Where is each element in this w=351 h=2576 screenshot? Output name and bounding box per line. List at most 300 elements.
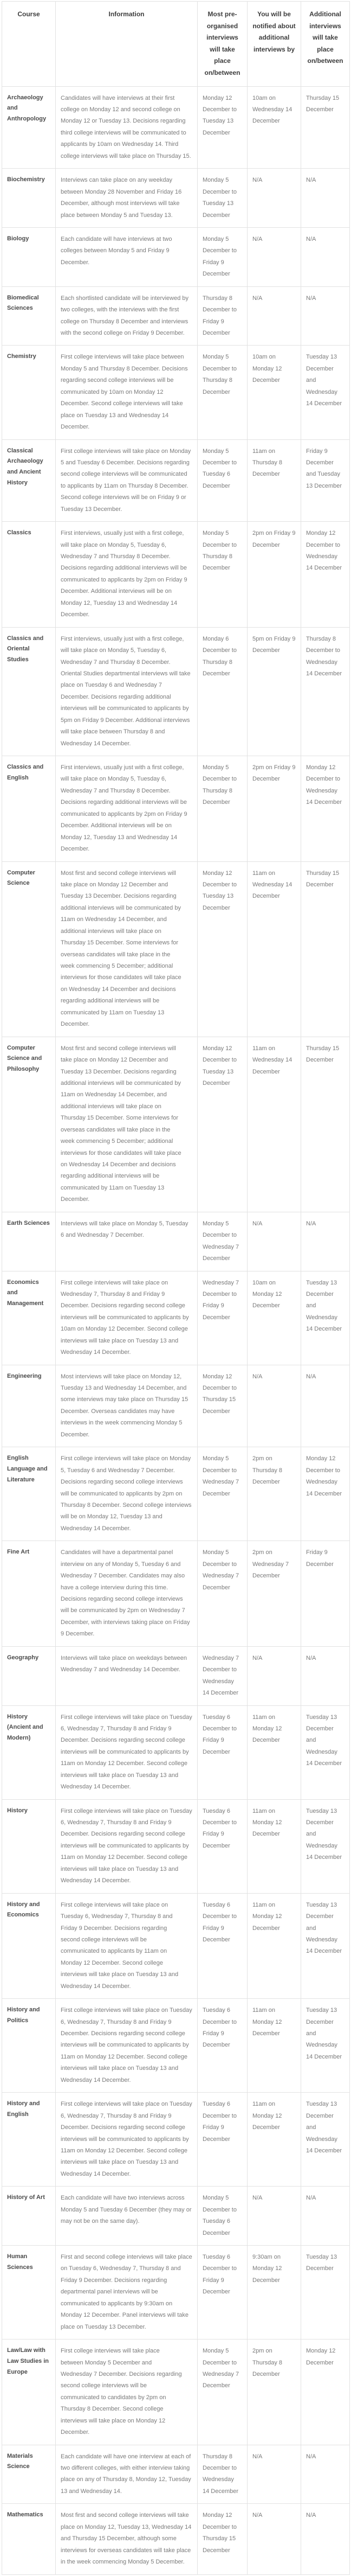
course-cell — [2, 1646, 56, 1705]
main-dates-cell — [198, 1893, 248, 1999]
additional-dates-cell — [301, 346, 350, 439]
additional-dates-cell — [301, 439, 350, 522]
main-dates-cell — [198, 1999, 248, 2093]
info-cell — [56, 439, 198, 522]
course-cell-text: Materials Science — [7, 2452, 33, 2470]
table-header-cell: You will be notified about additional interviews by — [248, 2, 301, 87]
info-cell-text: First college interviews will take place on Tuesday 6, Wednesday 7, Thursday 8 and Friday 9 December. Decisions regarding second college interviews will be communicated to applicants by 11am on Monday 12 December. Second college interviews will take place on Tuesday 13 and Wednesday 14 December. — [61, 1807, 192, 1884]
course-cell-text: English Language and Literature — [7, 1455, 48, 1483]
additional-dates-cell — [301, 1271, 350, 1365]
main-dates-cell-text: Wednesday 7 December to Wednesday 14 December — [203, 1654, 239, 1697]
additional-dates-cell — [301, 1705, 350, 1799]
info-cell — [56, 1541, 198, 1647]
course-cell — [2, 2445, 56, 2504]
info-cell-text: First college interviews will take place between Monday 5 December and Wednesday 7 December. Decisions regarding second college interviews will be communicated to candidates by 2pm on Thursday 8 December. Second college interviews will take place on Monday 12 December. — [61, 2348, 182, 2436]
additional-dates-cell — [301, 227, 350, 286]
additional-dates-cell-text: Monday 12 December to Wednesday 14 December — [306, 1455, 342, 1497]
main-dates-cell-text: Monday 5 December to Tuesday 6 December — [203, 448, 237, 489]
course-cell-text: History and Politics — [7, 2006, 40, 2024]
table-row — [2, 1893, 350, 1999]
additional-dates-cell-text: N/A — [306, 1220, 316, 1227]
course-cell — [2, 2093, 56, 2187]
info-cell-text: First college interviews will take place on Monday 5, Tuesday 6 and Wednesday 7 December. Decisions regarding second college interviews will be communicated to applicants by 2pm on Thursday 8 December. Second college interviews will be on Monday 12, Tuesday 13 and Wednesday 14 December. — [61, 1455, 192, 1532]
main-dates-cell — [198, 756, 248, 862]
info-cell — [56, 2093, 198, 2187]
course-cell-text: Biology — [7, 235, 29, 242]
additional-dates-cell-text: N/A — [306, 2512, 316, 2519]
main-dates-cell — [198, 1799, 248, 1893]
course-cell — [2, 627, 56, 756]
course-cell-text: Classical Archaeology and Ancient History — [7, 447, 43, 486]
course-cell-text: Chemistry — [7, 353, 36, 360]
notified-by-cell — [248, 1037, 301, 1212]
notified-by-cell-text: 11am on Monday 12 December — [252, 1714, 282, 1744]
info-cell-text: Each candidate will have one interview at each of two different colleges, with either interview taking place on any of Thursday 8, Monday 12, Tuesday 13 and Wednesday 14. — [61, 2453, 191, 2495]
notified-by-cell-text: 2pm on Friday 9 December — [252, 764, 296, 783]
info-cell — [56, 346, 198, 439]
main-dates-cell-text: Tuesday 6 December to Friday 9 December — [203, 2101, 237, 2143]
additional-dates-cell — [301, 1365, 350, 1447]
course-cell-text: Law/Law with Law Studies in Europe — [7, 2347, 49, 2375]
notified-by-cell — [248, 2445, 301, 2504]
table-row — [2, 2340, 350, 2445]
additional-dates-cell-text: Thursday 15 December — [306, 870, 340, 888]
additional-dates-cell-text: Monday 12 December — [306, 2348, 336, 2366]
info-cell-text: Candidates will have a departmental panel interview on any of Monday 5, Tuesday 6 and Wednesday 7 December. Candidates may also have a college interview during this time. Decisions regarding second college interviews will be communicated by 2pm on Wednesday 7 December, with interviews taking place on Friday 9 December. — [61, 1549, 190, 1638]
notified-by-cell-text: 11am on Monday 12 December — [252, 1901, 282, 1932]
info-cell-text: Most first and second college interviews will take place on Monday 12 December and Tuesday 13 December. Decisions regarding additional interviews will be communicated by 11am on Wednesday 14 December, and additional interviews will take place on Thursday 15 December. Some interviews for overseas candidates will take place in the week commencing 5 December; additional interviews for those candidates will take place on Wednesday 14 December and decisions regarding additional interviews will be communicated by 11am on Tuesday 13 December. — [61, 1045, 181, 1203]
notified-by-cell-text: 9:30am on Monday 12 December — [252, 2254, 282, 2284]
notified-by-cell — [248, 1705, 301, 1799]
notified-by-cell — [248, 1365, 301, 1447]
main-dates-cell — [198, 1541, 248, 1647]
course-cell-text: History and English — [7, 2100, 40, 2118]
course-cell — [2, 1365, 56, 1447]
notified-by-cell-text: N/A — [252, 2453, 263, 2460]
course-cell-text: Computer Science — [7, 869, 35, 887]
info-cell-text: Interviews can take place on any weekday between Monday 28 November and Friday 16 December, although most interviews will take place between Monday 5 and Tuesday 13. — [61, 177, 182, 219]
course-cell — [2, 1447, 56, 1541]
main-dates-cell — [198, 2093, 248, 2187]
table-header-row — [2, 2, 350, 87]
additional-dates-cell-text: Tuesday 13 December and Wednesday 14 December — [306, 1807, 342, 1861]
main-dates-cell-text: Monday 12 December to Tuesday 13 December — [203, 870, 237, 911]
notified-by-cell — [248, 2246, 301, 2340]
main-dates-cell-text: Monday 5 December to Wednesday 7 December — [203, 2348, 239, 2389]
course-cell — [2, 861, 56, 1037]
additional-dates-cell — [301, 2093, 350, 2187]
info-cell — [56, 2504, 198, 2574]
info-cell-text: Most first and second college interviews will take place on Monday 12 December and Tuesday 13 December. Decisions regarding additional interviews will be communicated by 11am on Wednesday 14 December, and additional interviews will take place on Thursday 15 December. Some interviews for overseas candidates will take place in the week commencing 5 December; additional interviews for those candidates will take place on Wednesday 14 December and decisions regarding additional interviews will be communicated by 11am on Tuesday 13 December. — [61, 870, 181, 1028]
info-cell — [56, 1646, 198, 1705]
notified-by-cell-text: 10am on Monday 12 December — [252, 1279, 282, 1309]
course-cell — [2, 1212, 56, 1271]
course-cell-text: Biochemistry — [7, 176, 45, 183]
notified-by-cell-text: 11am on Thursday 8 December — [252, 448, 283, 478]
info-cell-text: First interviews, usually just with a first college, will take place on Monday 5, Tuesday 6, Wednesday 7 and Thursday 8 December. Decisions regarding additional interviews will be communicated to applicants by 2pm on Friday 9 December. Additional interviews will be on Monday 12, Tuesday 13 and Wednesday 14 December. — [61, 530, 187, 618]
additional-dates-cell-text: Thursday 15 December — [306, 1045, 340, 1064]
additional-dates-cell-text: Friday 9 December — [306, 1549, 334, 1568]
main-dates-cell-text: Monday 5 December to Tuesday 6 December — [203, 2195, 237, 2236]
main-dates-cell-text: Thursday 8 December to Wednesday 14 December — [203, 2453, 239, 2495]
main-dates-cell — [198, 2246, 248, 2340]
main-dates-cell — [198, 86, 248, 169]
course-cell-text: Human Sciences — [7, 2253, 33, 2271]
table-header — [2, 2, 350, 87]
info-cell — [56, 1271, 198, 1365]
course-cell — [2, 756, 56, 862]
course-cell-text: Archaeology and Anthropology — [7, 94, 47, 123]
course-cell — [2, 86, 56, 169]
notified-by-cell-text: 11am on Monday 12 December — [252, 2101, 282, 2131]
info-cell — [56, 1365, 198, 1447]
course-cell-text: Classics and Oriental Studies — [7, 635, 44, 663]
course-cell-text: Biomedical Sciences — [7, 294, 39, 312]
main-dates-cell — [198, 2504, 248, 2574]
additional-dates-cell — [301, 627, 350, 756]
notified-by-cell-text: 2pm on Wednesday 7 December — [252, 1549, 289, 1580]
table-row — [2, 1799, 350, 1893]
course-cell — [2, 346, 56, 439]
notified-by-cell-text: N/A — [252, 2512, 263, 2519]
main-dates-cell — [198, 1447, 248, 1541]
main-dates-cell — [198, 169, 248, 228]
notified-by-cell — [248, 1893, 301, 1999]
additional-dates-cell-text: N/A — [306, 235, 316, 242]
table-header-cell: Information — [56, 2, 198, 87]
additional-dates-cell-text: Tuesday 13 December and Wednesday 14 December — [306, 2101, 342, 2154]
additional-dates-cell — [301, 861, 350, 1037]
info-cell — [56, 2187, 198, 2246]
notified-by-cell — [248, 1447, 301, 1541]
notified-by-cell-text: 10am on Monday 12 December — [252, 354, 282, 384]
table-header-cell: Course — [2, 2, 56, 87]
course-cell — [2, 1999, 56, 2093]
table-row — [2, 2445, 350, 2504]
info-cell — [56, 1999, 198, 2093]
table-row — [2, 227, 350, 286]
info-cell-text: Each shortlisted candidate will be interviewed by two colleges, with the interviews with the first college on Thursday 8 December and interviews with the second college on Friday 9 December. — [61, 295, 189, 336]
notified-by-cell-text: 2pm on Thursday 8 December — [252, 2348, 283, 2377]
info-cell-text: First interviews, usually just with a first college, will take place on Monday 5, Tuesday 6, Wednesday 7 and Thursday 8 December. Decisions regarding additional interviews will be communicated to applicants by 2pm on Friday 9 December. Additional interviews will be on Monday 12, Tuesday 13 and Wednesday 14 December. — [61, 764, 187, 853]
additional-dates-cell-text: N/A — [306, 2195, 316, 2202]
notified-by-cell-text: 11am on Wednesday 14 December — [252, 870, 292, 900]
course-cell — [2, 1037, 56, 1212]
info-cell — [56, 1893, 198, 1999]
notified-by-cell — [248, 1271, 301, 1365]
main-dates-cell-text: Thursday 8 December to Friday 9 December — [203, 295, 237, 336]
notified-by-cell — [248, 522, 301, 628]
course-cell — [2, 1893, 56, 1999]
additional-dates-cell-text: Thursday 15 December — [306, 94, 340, 113]
course-cell-text: Engineering — [7, 1372, 42, 1379]
additional-dates-cell-text: Tuesday 13 December and Wednesday 14 December — [306, 2007, 342, 2060]
notified-by-cell-text: N/A — [252, 1373, 263, 1380]
course-cell-text: Classics — [7, 529, 31, 536]
notified-by-cell — [248, 1212, 301, 1271]
info-cell-text: First college interviews will take place on Tuesday 6, Wednesday 7, Thursday 8 and Friday 9 December. Decisions regarding second college interviews will be communicated to applicants by 11am on Monday 12 December. Second college interviews will take place on Tuesday 13 and Wednesday 14 December. — [61, 2007, 192, 2083]
table-row — [2, 1646, 350, 1705]
additional-dates-cell — [301, 1893, 350, 1999]
table-row — [2, 1271, 350, 1365]
notified-by-cell-text: N/A — [252, 1220, 263, 1227]
course-cell-text: History and Economics — [7, 1901, 40, 1919]
additional-dates-cell — [301, 2246, 350, 2340]
main-dates-cell — [198, 286, 248, 346]
main-dates-cell — [198, 2187, 248, 2246]
main-dates-cell-text: Wednesday 7 December to Friday 9 December — [203, 1279, 239, 1321]
main-dates-cell — [198, 2445, 248, 2504]
info-cell — [56, 627, 198, 756]
additional-dates-cell-text: Friday 9 December and Tuesday 13 December — [306, 448, 342, 489]
main-dates-cell — [198, 1271, 248, 1365]
course-cell — [2, 286, 56, 346]
notified-by-cell — [248, 286, 301, 346]
course-cell-text: History (Ancient and Modern) — [7, 1713, 43, 1742]
info-cell — [56, 861, 198, 1037]
table-row — [2, 1212, 350, 1271]
course-cell — [2, 2340, 56, 2445]
info-cell — [56, 286, 198, 346]
table-row — [2, 1541, 350, 1647]
notified-by-cell-text: N/A — [252, 295, 263, 302]
table-row — [2, 2093, 350, 2187]
course-cell-text: Mathematics — [7, 2511, 43, 2519]
main-dates-cell — [198, 1646, 248, 1705]
interview-table — [2, 1, 350, 2575]
additional-dates-cell-text: Monday 12 December to Wednesday 14 December — [306, 764, 342, 806]
additional-dates-cell — [301, 86, 350, 169]
course-cell — [2, 2504, 56, 2574]
info-cell-text: First interviews, usually just with a first college, will take place on Monday 5, Tuesday 6, Wednesday 7 and Thursday 8 December. Oriental Studies departmental interviews will take place on Tuesday 6 and Wednesday 7 December. Decisions regarding additional interviews will be communicated to applicants by 5pm on Friday 9 December. Additional interviews will take place between Thursday 8 and Wednesday 14 December. — [61, 635, 191, 747]
additional-dates-cell — [301, 1447, 350, 1541]
table-row — [2, 2187, 350, 2246]
info-cell-text: Most first and second college interviews will take place on Monday 12, Tuesday 13, Wednesday 14 and Thursday 15 December, although some interviews for overseas candidates will take place in the week commencing Monday 5 December. — [61, 2512, 192, 2566]
additional-dates-cell-text: Monday 12 December to Wednesday 14 December — [306, 530, 342, 572]
additional-dates-cell — [301, 1541, 350, 1647]
notified-by-cell — [248, 169, 301, 228]
additional-dates-cell — [301, 2187, 350, 2246]
additional-dates-cell-text: Tuesday 13 December and Wednesday 14 December — [306, 1901, 342, 1955]
table-row — [2, 439, 350, 522]
course-cell — [2, 169, 56, 228]
main-dates-cell — [198, 1365, 248, 1447]
notified-by-cell-text: 2pm on Friday 9 December — [252, 530, 296, 548]
main-dates-cell — [198, 439, 248, 522]
info-cell — [56, 227, 198, 286]
notified-by-cell — [248, 756, 301, 862]
notified-by-cell — [248, 2340, 301, 2445]
main-dates-cell-text: Monday 12 December to Tuesday 13 December — [203, 94, 237, 136]
additional-dates-cell-text: Thursday 8 December to Wednesday 14 December — [306, 635, 342, 677]
additional-dates-cell-text: N/A — [306, 1654, 316, 1661]
info-cell-text: Each candidate will have interviews at two colleges between Monday 5 and Friday 9 December. — [61, 235, 172, 266]
main-dates-cell-text: Tuesday 6 December to Friday 9 December — [203, 2007, 237, 2049]
info-cell-text: First college interviews will take place on Tuesday 6, Wednesday 7, Thursday 8 and Friday 9 December. Decisions regarding second college interviews will be communicated to applicants by 11am on Monday 12 December. Second college interviews will take place on Tuesday 13 and Wednesday 14 December. — [61, 1714, 192, 1791]
notified-by-cell — [248, 227, 301, 286]
notified-by-cell-text: 5pm on Friday 9 December — [252, 635, 296, 654]
additional-dates-cell — [301, 1212, 350, 1271]
course-cell-text: History — [7, 1807, 28, 1814]
notified-by-cell-text: 11am on Monday 12 December — [252, 2007, 282, 2037]
notified-by-cell-text: 11am on Wednesday 14 December — [252, 1045, 292, 1075]
info-cell — [56, 1212, 198, 1271]
notified-by-cell-text: 2pm on Thursday 8 December — [252, 1455, 283, 1486]
main-dates-cell-text: Monday 5 December to Wednesday 7 December — [203, 1455, 239, 1497]
notified-by-cell — [248, 1541, 301, 1647]
notified-by-cell-text: 10am on Wednesday 14 December — [252, 94, 292, 125]
info-cell — [56, 2340, 198, 2445]
info-cell-text: First college interviews will take place on Monday 5 and Tuesday 6 December. Decisions regarding second college interviews will be communicated to applicants by 11am on Thursday 8 December. Second college interviews will be on Friday 9 or Tuesday 13 December. — [61, 448, 191, 513]
table-row — [2, 1365, 350, 1447]
info-cell — [56, 1799, 198, 1893]
table-row — [2, 169, 350, 228]
info-cell — [56, 169, 198, 228]
notified-by-cell-text: N/A — [252, 235, 263, 242]
table-row — [2, 861, 350, 1037]
main-dates-cell-text: Monday 12 December to Tuesday 13 December — [203, 1045, 237, 1086]
additional-dates-cell — [301, 2445, 350, 2504]
main-dates-cell — [198, 1212, 248, 1271]
additional-dates-cell-text: Tuesday 13 December — [306, 2254, 337, 2272]
main-dates-cell — [198, 627, 248, 756]
additional-dates-cell-text: Tuesday 13 December and Wednesday 14 December — [306, 1714, 342, 1767]
course-cell-text: Geography — [7, 1654, 39, 1661]
table-row — [2, 756, 350, 862]
course-cell-text: History of Art — [7, 2194, 45, 2201]
notified-by-cell — [248, 346, 301, 439]
course-cell-text: Computer Science and Philosophy — [7, 1044, 42, 1073]
main-dates-cell-text: Monday 5 December to Thursday 8 December — [203, 764, 237, 806]
additional-dates-cell-text: N/A — [306, 1373, 316, 1380]
additional-dates-cell — [301, 1799, 350, 1893]
course-cell-text: Economics and Management — [7, 1279, 44, 1307]
additional-dates-cell-text: N/A — [306, 2453, 316, 2460]
additional-dates-cell-text: N/A — [306, 177, 316, 184]
course-cell — [2, 1705, 56, 1799]
info-cell — [56, 2445, 198, 2504]
notified-by-cell — [248, 1646, 301, 1705]
notified-by-cell — [248, 439, 301, 522]
main-dates-cell — [198, 522, 248, 628]
main-dates-cell — [198, 861, 248, 1037]
table-row — [2, 1705, 350, 1799]
notified-by-cell — [248, 861, 301, 1037]
course-cell-text: Earth Sciences — [7, 1219, 50, 1226]
table-row — [2, 1447, 350, 1541]
info-cell — [56, 1705, 198, 1799]
course-cell — [2, 1271, 56, 1365]
notified-by-cell — [248, 1799, 301, 1893]
info-cell-text: Interviews will take place on weekdays between Wednesday 7 and Wednesday 14 December. — [61, 1654, 187, 1673]
course-cell — [2, 2187, 56, 2246]
additional-dates-cell — [301, 2504, 350, 2574]
main-dates-cell-text: Tuesday 6 December to Friday 9 December — [203, 1714, 237, 1755]
info-cell-text: First college interviews will take place on Tuesday 6, Wednesday 7, Thursday 8 and Friday 9 December. Decisions regarding second college interviews will be communicated to applicants by 11am on Monday 12 December. Second college interviews will take place on Tuesday 13 and Wednesday 14 December. — [61, 1901, 179, 1990]
table-body — [2, 86, 350, 2574]
main-dates-cell-text: Monday 5 December to Tuesday 13 December — [203, 177, 237, 219]
table-row — [2, 86, 350, 169]
main-dates-cell — [198, 2340, 248, 2445]
additional-dates-cell — [301, 1646, 350, 1705]
notified-by-cell-text: N/A — [252, 2195, 263, 2202]
main-dates-cell-text: Monday 5 December to Thursday 8 December — [203, 530, 237, 572]
info-cell-text: Candidates will have interviews at their first college on Monday 12 and second college on Monday 12 or Tuesday 13. Decisions regarding third college interviews will be communicated to applicants by 10am on Wednesday 14. Third college interviews will take place on Thursday 15. — [61, 94, 191, 159]
main-dates-cell-text: Tuesday 6 December to Friday 9 December — [203, 1807, 237, 1849]
table-row — [2, 286, 350, 346]
table-row — [2, 2504, 350, 2574]
main-dates-cell — [198, 1705, 248, 1799]
additional-dates-cell — [301, 1999, 350, 2093]
table-row — [2, 1999, 350, 2093]
course-cell — [2, 1541, 56, 1647]
info-cell — [56, 1037, 198, 1212]
table-row — [2, 346, 350, 439]
additional-dates-cell — [301, 522, 350, 628]
course-cell — [2, 522, 56, 628]
notified-by-cell — [248, 2504, 301, 2574]
course-cell — [2, 439, 56, 522]
course-cell-text: Fine Art — [7, 1549, 30, 1556]
notified-by-cell-text: 11am on Monday 12 December — [252, 1807, 282, 1838]
main-dates-cell-text: Monday 5 December to Friday 9 December — [203, 235, 237, 278]
table-row — [2, 1037, 350, 1212]
notified-by-cell — [248, 2187, 301, 2246]
main-dates-cell — [198, 1037, 248, 1212]
additional-dates-cell-text: Tuesday 13 December and Wednesday 14 December — [306, 354, 342, 407]
main-dates-cell-text: Monday 6 December to Thursday 8 December — [203, 635, 237, 677]
course-cell — [2, 227, 56, 286]
additional-dates-cell — [301, 286, 350, 346]
additional-dates-cell-text: N/A — [306, 295, 316, 302]
main-dates-cell-text: Monday 5 December to Wednesday 7 December — [203, 1220, 239, 1262]
table-header-cell: Additional interviews will take place on/between — [301, 2, 350, 87]
info-cell — [56, 2246, 198, 2340]
info-cell-text: First college interviews will take place on Wednesday 7, Thursday 8 and Friday 9 December. Decisions regarding second college interviews will be communicated to applicants by 10am on Monday 12 December. Second college interviews will take place on Tuesday 13 and Wednesday 14 December. — [61, 1279, 189, 1356]
course-cell — [2, 2246, 56, 2340]
table-row — [2, 627, 350, 756]
notified-by-cell — [248, 2093, 301, 2187]
info-cell-text: Most interviews will take place on Monday 12, Tuesday 13 and Wednesday 14 December, and some interviews may take place on Thursday 15 December. Overseas candidates may have interviews in the week commencing Monday 5 December. — [61, 1373, 188, 1438]
info-cell-text: First and second college interviews will take place on Tuesday 6, Wednesday 7, Thursday 8 and Friday 9 December. Decisions regarding departmental panel interviews will be communicated to applicants by 9:30am on Monday 12 December. Panel interviews will take place on Tuesday 13 December. — [61, 2254, 192, 2330]
table-header-cell: Most pre-organised interviews will take place on/between — [198, 2, 248, 87]
additional-dates-cell-text: Tuesday 13 December and Wednesday 14 December — [306, 1279, 342, 1333]
info-cell — [56, 522, 198, 628]
main-dates-cell-text: Tuesday 6 December to Friday 9 December — [203, 1901, 237, 1943]
additional-dates-cell — [301, 1037, 350, 1212]
main-dates-cell-text: Monday 5 December to Wednesday 7 December — [203, 1549, 239, 1591]
main-dates-cell — [198, 346, 248, 439]
main-dates-cell-text: Monday 12 December to Thursday 15 December — [203, 1373, 237, 1415]
additional-dates-cell — [301, 756, 350, 862]
info-cell — [56, 756, 198, 862]
notified-by-cell-text: N/A — [252, 1654, 263, 1661]
main-dates-cell-text: Monday 5 December to Thursday 8 December — [203, 354, 237, 395]
info-cell-text: First college interviews will take place on Tuesday 6, Wednesday 7, Thursday 8 and Friday 9 December. Decisions regarding second college interviews will be communicated to applicants by 11am on Monday 12 December. Second college interviews will take place on Tuesday 13 and Wednesday 14 December. — [61, 2101, 192, 2177]
additional-dates-cell — [301, 2340, 350, 2445]
notified-by-cell — [248, 627, 301, 756]
main-dates-cell — [198, 227, 248, 286]
info-cell — [56, 1447, 198, 1541]
notified-by-cell — [248, 86, 301, 169]
table-row — [2, 522, 350, 628]
info-cell — [56, 86, 198, 169]
info-cell-text: Each candidate will have two interviews across Monday 5 and Tuesday 6 December (they may or may not be on the same day). — [61, 2195, 192, 2225]
notified-by-cell — [248, 1999, 301, 2093]
main-dates-cell-text: Monday 12 December to Thursday 15 December — [203, 2512, 237, 2554]
notified-by-cell-text: N/A — [252, 177, 263, 184]
course-cell-text: Classics and English — [7, 764, 44, 781]
